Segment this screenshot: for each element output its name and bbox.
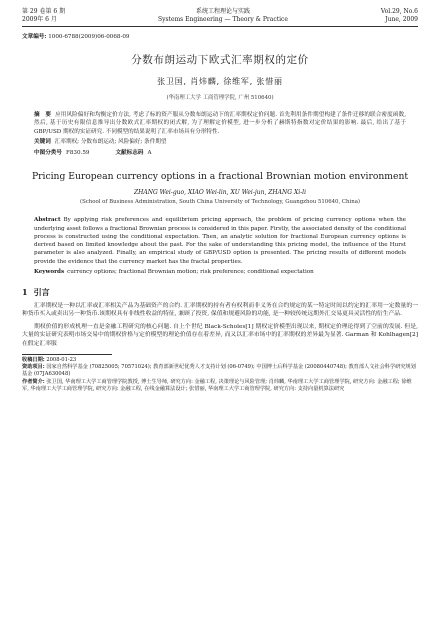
journal-volume [381,8,418,24]
title-cn: 分数布朗运动下欧式汇率期权的定价 [131,54,309,66]
article-number [22,32,418,40]
section-number: 1 [22,287,28,297]
footnote-funding [22,364,418,378]
footnote-rule [22,354,112,355]
footnotes [22,357,418,393]
title-en: Pricing European currency options in a fractional Brownian motion environment [31,171,409,183]
keywords-cn-text: 汇率期权; 分数布朗运动; 风险偏好; 条件期望 [54,139,167,146]
keywords-cn [22,138,418,146]
body-paragraph-1: 汇率期权是一种以汇率或汇率相关产品为基础资产的合约. 汇率期权的持有者有权利而非义务在合约规定的某一特定时间以约定的汇率用一定数量的一种货币买入或卖出另一种货币.该期权具有非线性收益的特征, 兼顾了投资, 保值和规避风险的功能, 是一种较传统远期外汇交易更具灵活性的衍生产品. [22,303,418,318]
doc-code-label: 文献标志码 [115,150,144,157]
affiliation-en: (School of Business Administration, South China University of Technology, Guangzhou 510640, China) [79,199,361,206]
abstract-en-text: By applying risk preferences and equilibrium pricing approach, the problem of pricing currency options when the underlying asset follows a fractional Brownian process is considered in this paper. Firstly, the associated density of the conditional process is constructed using the conditional expectation. Then, an analytic solution for fractional European currency options is derived based on limited knowledge about the past. For the sake of understanding this pricing model, the influence of the Hurst parameter is also analyzed. Finally, an empirical study of GBP/USD option is presented. The pricing results of different models provide the evidence that the currency market has the fractal properties. [34,217,406,265]
classification-line [22,149,418,157]
abstract-en-label: Abstract [34,217,61,224]
journal-name-en: Systems Engineering — Theory & Practice [157,16,288,23]
date-en: June, 2009 [385,16,418,23]
journal-issue [22,8,65,24]
article-number-label: 文章编号: [22,34,47,40]
journal-name [158,8,288,24]
bio-value: 张卫国, 华南理工大学工商管理学院教授, 博士生导师, 研究方向: 金融工程, 决策理论与风险管理; 肖炜麟, 华南理工大学工商管理学院, 研究方向: 金融工程; 徐维军, 华南理工大学工商管理学院, 研究方向: 金融工程, 在线金融算法设计; 张惜丽, 华南理工大学工商管理学院, 研究方向: 支持向量机算法研究 [22,378,412,392]
affiliation-cn: (华南理工大学 工商管理学院, 广州 510640) [166,95,274,101]
keywords-en-text: currency options; fractional Brownian motion; risk preference; conditional expectation [67,269,314,275]
doc-code-value: A [147,150,152,157]
abstract-cn-text: 应用风险偏好和均衡定价方法, 考虑了标的资产服从分数布朗运动下的汇率期权定价问题. 首先利用条件期望构建了条件迁移的联合密度函数, 然后, 基于历史有限信息推导出分数欧式汇率期权的闭式解, 为了理解定价模型, 进一步分析了赫斯特指数对定价结果的影响. 最后, 给出了基于 GBP/USD 期权的实证研究. 不同模型的结果说明了汇率市场具有分形特性. [34,112,406,135]
abstract-en [22,216,418,266]
section-title: 引言 [33,287,50,297]
abstract-cn-label: 摘 要 [34,112,52,118]
section-heading-introduction [22,287,418,298]
journal-name-cn: 系统工程理论与实践 [195,8,250,15]
clc-value: F830.59 [65,150,90,157]
clc-label: 中图分类号 [34,150,62,157]
footnote-author-bio [22,379,418,393]
abstract-cn [22,111,418,136]
bio-label: 作者简介: [22,378,45,385]
funding-label: 资助项目: [22,364,45,371]
date-cn: 2009年 6 月 [22,16,57,23]
header-rule [22,26,418,27]
authors-cn: 张卫国, 肖炜麟, 徐维军, 张惜丽 [157,77,283,86]
keywords-en [22,268,418,276]
volume-issue-cn: 第 29 卷第 6 期 [22,8,66,15]
funding-value: 国家自然科学基金 (70825005; 70571024); 教育部新世纪优秀人才支持计划 (06-0749); 中国博士后科学基金 (20080440748); 教育部人文社会科学研究规划基金 (07JA630048) [22,364,416,378]
volume-issue-en: Vol.29, No.6 [380,8,418,15]
running-head [22,8,418,24]
article-number-value: 1000-6788(2009)06-0068-09 [48,34,130,40]
authors-en: ZHANG Wei-guo, XIAO Wei-lin, XU Wei-jun, ZHANG Xi-li [133,189,307,197]
body-paragraph-2: 期权价值的形成机理一直是金融工程研究的核心问题. 自上个世纪 Black-Scholes[1] 期权定价模型出现以来, 期权定价理论得到了空前的发展. 但是, 大量的实证研究表明市场交易中的期权价格与定价模型的理论价值存在着差异, 而又以汇率市场中的汇率期权的差异最为显著. Garman 和 Kohlhagen[2] 在假定汇率服 [22,323,418,347]
received-label: 收稿日期: [22,357,45,364]
received-value: 2008-01-23 [46,357,77,364]
keywords-en-label: Keywords [34,269,65,275]
keywords-cn-label: 关键词 [34,139,51,146]
